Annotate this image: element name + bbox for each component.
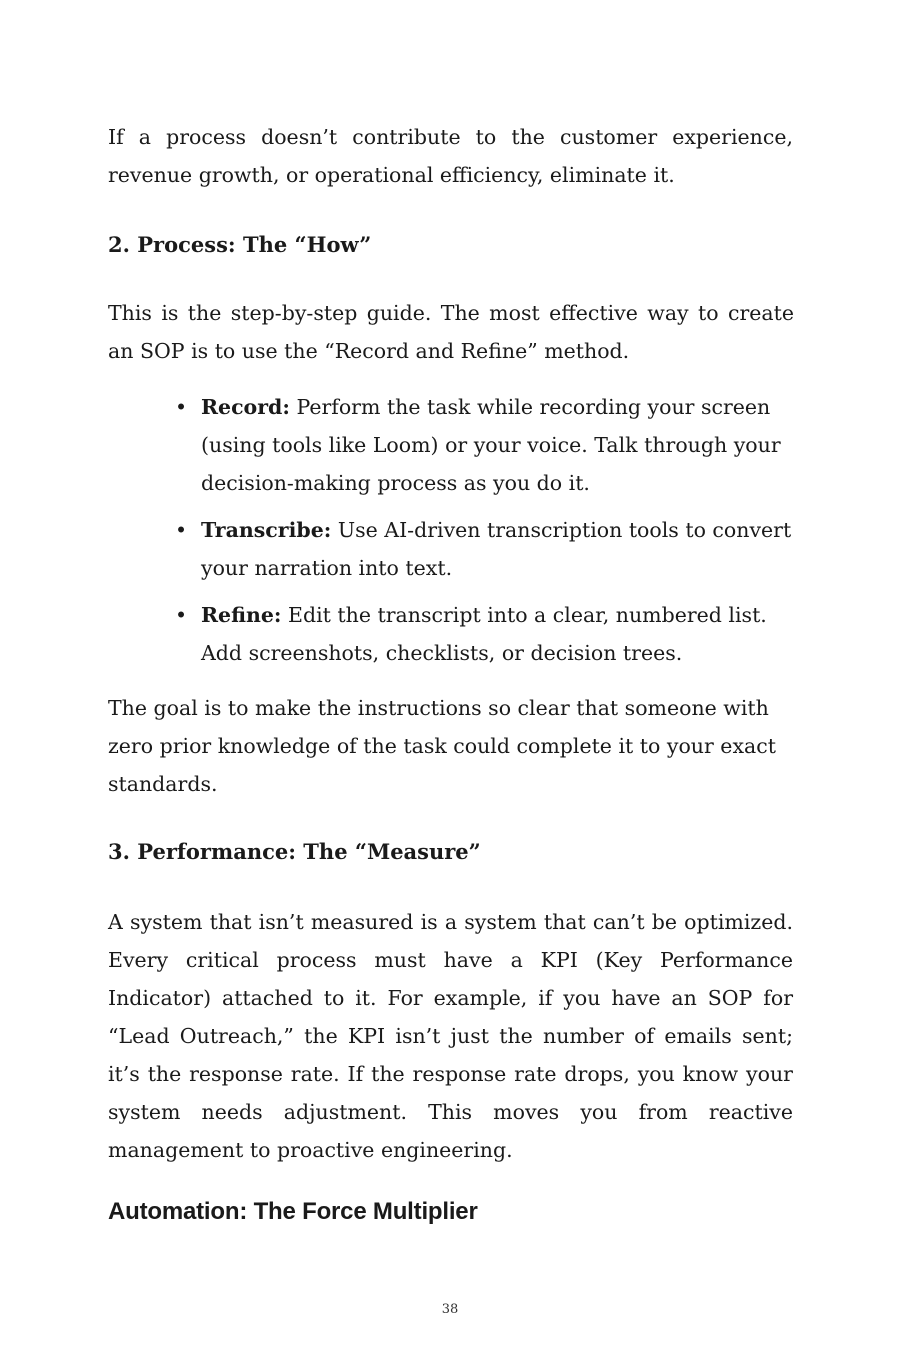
list-item-refine <box>108 596 808 672</box>
bullet-icon: • <box>175 518 188 542</box>
section-2-paragraph: This is the step-by-step guide. The most effective way to create an SOP is to use the “Record and Refine” method. <box>108 301 794 363</box>
page-content <box>108 118 793 1231</box>
list-item-transcribe <box>108 511 808 587</box>
automation-heading: Automation: The Force Multiplier <box>108 1198 478 1225</box>
term-record: Record: <box>201 395 290 419</box>
desc-refine: Edit the transcript into a clear, numbered list. Add screenshots, checklists, or decision trees. <box>201 603 767 665</box>
section-3-heading: 3. Performance: The “Measure” <box>108 839 481 864</box>
steps-list <box>108 388 808 672</box>
section-2-heading: 2. Process: The “How” <box>108 232 372 257</box>
desc-transcribe: Use AI-driven transcription tools to convert your narration into text. <box>201 518 792 580</box>
desc-record: Perform the task while recording your screen (using tools like Loom) or your voice. Talk through your decision-making process as you do it. <box>201 395 781 495</box>
page-number: 38 <box>441 1302 459 1317</box>
list-item-record <box>108 388 808 502</box>
goal-paragraph: The goal is to make the instructions so clear that someone with zero prior knowledge of the task could complete it to your exact standards. <box>108 696 776 796</box>
term-refine: Refine: <box>201 603 282 627</box>
intro-line-1: If a process doesn’t contribute to the customer experience, <box>108 125 793 149</box>
bullet-icon: • <box>175 395 188 419</box>
intro-line-2: revenue growth, or operational efficiency, eliminate it. <box>108 163 675 187</box>
bullet-icon: • <box>175 603 188 627</box>
term-transcribe: Transcribe: <box>201 518 332 542</box>
section-3-paragraph: A system that isn’t measured is a system that can’t be optimized. Every critical process must have a KPI (Key Performance Indicator) attached to it. For example, if you have an SOP for “Lead Outreach,” the KPI isn’t just the number of emails sent; it’s the response rate. If the response rate drops, you know your system needs adjustment. This moves you from reactive management to proactive engineering. <box>108 910 793 1162</box>
